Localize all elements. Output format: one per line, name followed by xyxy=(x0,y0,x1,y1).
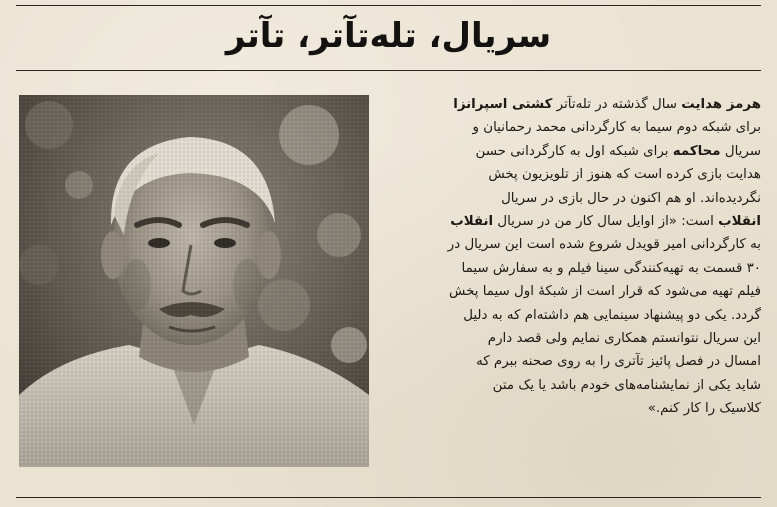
article-line xyxy=(384,140,761,163)
headline-rule xyxy=(16,70,761,71)
article-line xyxy=(384,93,761,116)
article-line xyxy=(384,280,761,303)
top-rule xyxy=(16,5,761,6)
article-line xyxy=(384,163,761,186)
bold-text: کشتی اسپرانزا xyxy=(453,97,553,112)
text-run: سال گذشته در تله‌تآتر xyxy=(552,97,682,112)
bottom-rule xyxy=(16,497,761,498)
text-run: امسال در فصل پائیز تآتری را به روی صحنه ببرم که xyxy=(476,354,761,370)
article-line xyxy=(384,116,761,139)
article-line xyxy=(384,350,761,373)
text-run: برای شبکه اول به کارگردانی حسن xyxy=(475,143,673,159)
article-body xyxy=(384,93,761,420)
bold-text: هرمز هدایت xyxy=(681,97,761,112)
text-run: نگردیده‌اند. او هم اکنون در حال بازی در سریال xyxy=(501,190,761,206)
bold-text: انقلاب xyxy=(718,213,761,229)
article-line xyxy=(384,374,761,397)
text-run: برای شبکه دوم سیما به کارگردانی محمد رحمانیان و xyxy=(472,120,761,136)
portrait-photo-icon xyxy=(19,95,369,467)
headline: سریال، تله‌تآتر، تآتر xyxy=(225,16,552,56)
article-line xyxy=(384,327,761,350)
bold-text: انقلاب xyxy=(450,213,494,229)
text-run: شاید یکی از نمایشنامه‌های خودم باشد یا یک متن xyxy=(492,377,761,393)
article-line xyxy=(384,257,761,280)
text-run: کلاسیک را کار کنم.» xyxy=(647,401,761,417)
text-run: هدایت بازی کرده است که هنوز از تلویزیون پخش xyxy=(488,167,761,183)
text-run: ۳۰ قسمت به تهیه‌کنندگی سینا فیلم و به سفارش سیما xyxy=(461,260,761,276)
text-run: است: «از اوایل سال کار من در سریال xyxy=(493,213,719,229)
article-line xyxy=(384,233,761,256)
article-line xyxy=(384,210,761,233)
text-run: این سریال نتوانستم همکاری نمایم ولی قصد دارم xyxy=(487,330,761,346)
bold-text: محاکمه xyxy=(672,143,721,159)
text-run: گردد. یکی دو پیشنهاد سینمایی هم داشته‌ام که به دلیل xyxy=(463,307,761,323)
article-line xyxy=(384,397,761,420)
article-line xyxy=(384,304,761,327)
text-run: سریال xyxy=(720,143,761,159)
article-line xyxy=(384,187,761,210)
text-run: فیلم تهیه می‌شود که قرار است از شبکهٔ اول سیما پخش xyxy=(449,284,761,300)
text-run: به کارگردانی امیر قویدل شروع شده است این سریال در xyxy=(447,237,761,253)
